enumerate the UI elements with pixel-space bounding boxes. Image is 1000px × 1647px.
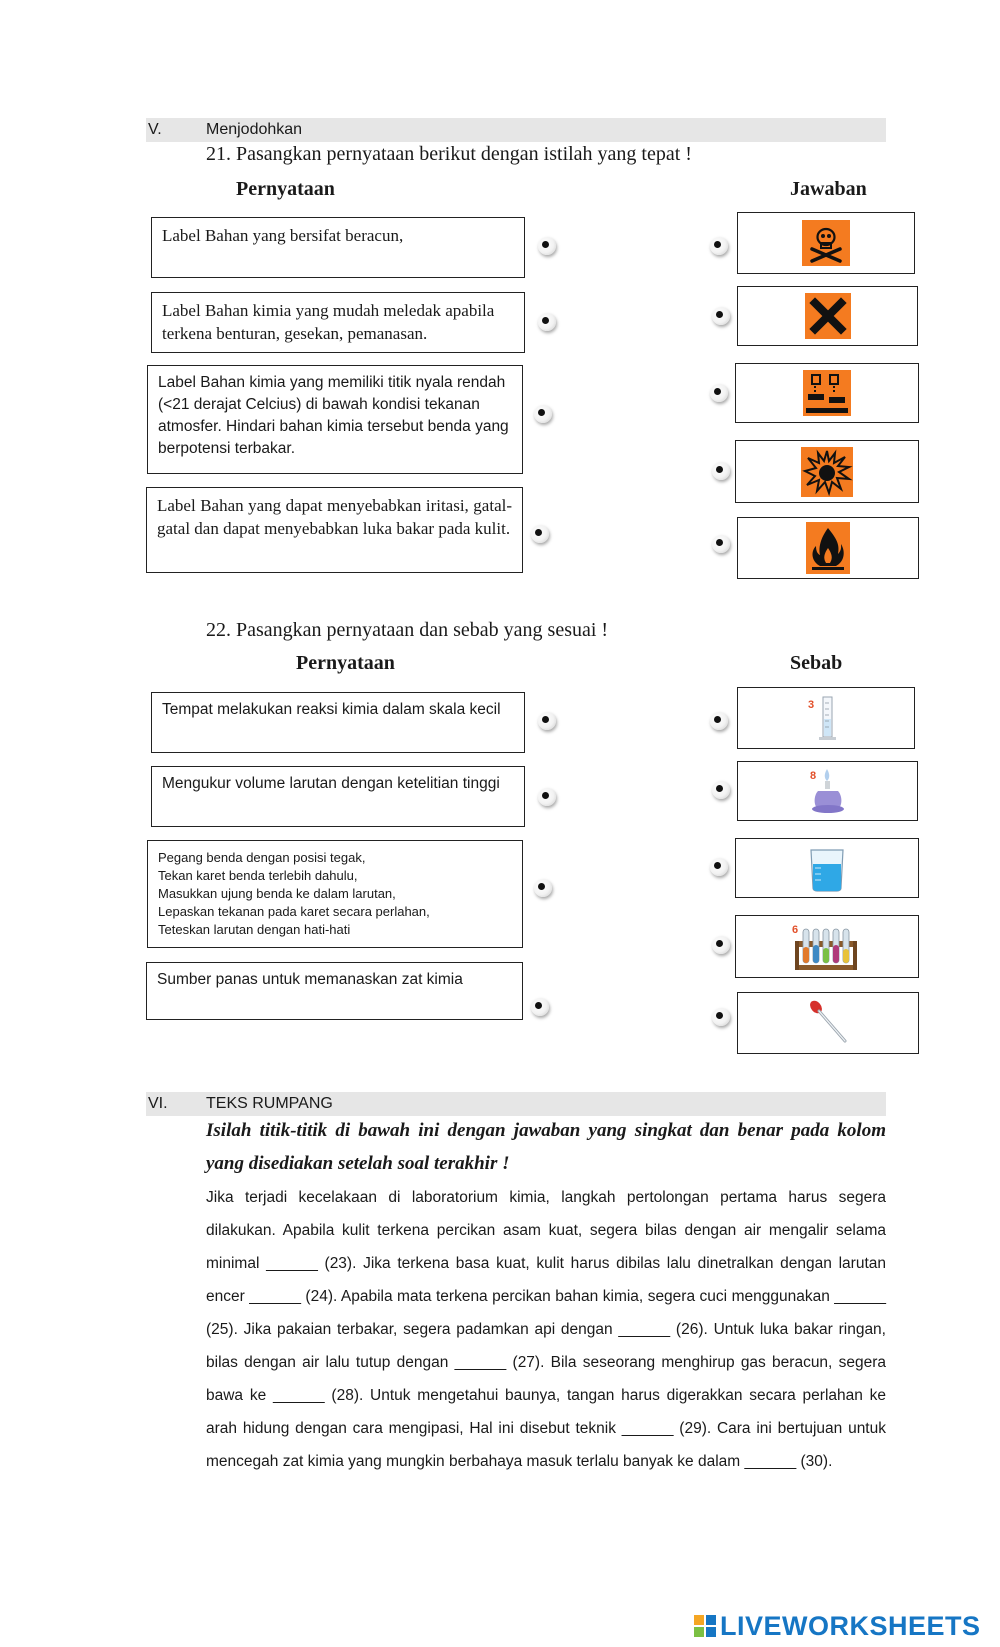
q21-answer-5-connector[interactable] — [712, 535, 730, 553]
q22-answer-3 — [735, 838, 919, 898]
q22-statement-4-connector[interactable] — [531, 998, 549, 1016]
section-6-instruction: Isilah titik-titik di bawah ini dengan jawaban yang singkat dan benar pada kolom yang disediakan setelah soal terakhir ! — [206, 1120, 886, 1174]
q22-statement-3-connector[interactable] — [534, 879, 552, 897]
q22-answer-4 — [735, 915, 919, 978]
section-6-header — [146, 1092, 886, 1116]
equipment-number-label: 3 — [808, 699, 815, 711]
q21-statement-3-connector[interactable] — [534, 405, 552, 423]
corrosive-symbol-icon — [803, 370, 851, 416]
equipment-number-label: 8 — [809, 770, 816, 782]
q21-answer-3 — [735, 363, 919, 423]
q21-statement-4-connector[interactable] — [531, 525, 549, 543]
logo-blocks-icon — [694, 1615, 716, 1637]
toxic-symbol-icon — [802, 220, 850, 266]
q21-answer-2 — [737, 286, 918, 346]
q21-answer-2-connector[interactable] — [712, 307, 730, 325]
section-5-header — [146, 118, 886, 142]
q22-answer-3-connector[interactable] — [710, 858, 728, 876]
q21-statement-2: Label Bahan kimia yang mudah meledak apabila terkena benturan, gesekan, pemanasan. — [151, 292, 525, 353]
beaker-icon — [805, 842, 849, 894]
q22-answer-5 — [737, 992, 919, 1054]
test-tube-rack-icon — [789, 921, 865, 973]
q21-answer-1 — [737, 212, 915, 274]
section-number: VI. — [148, 1095, 168, 1112]
q22-answer-4-connector[interactable] — [712, 936, 730, 954]
cloze-paragraph: Jika terjadi kecelakaan di laboratorium kimia, langkah pertolongan pertama harus segera dilakukan. Apabila kulit terkena percikan asam kuat, segera bilas dengan air mengalir selama minimal ______ (23). Jika terkena basa kuat, kulit harus dibilas lalu dinetralkan dengan larutan encer ______ (24). Apabila mata terkena percikan bahan kimia, segera cuci menggunakan ______ (25). Jika pakaian terbakar, segera padamkan api dengan ______ (26). Untuk luka bakar ringan, bilas dengan air lalu tutup dengan ______ (27). Bila seseorang menghirup gas beracun, segera bawa ke ______ (28). Untuk mengetahui baunya, tangan harus digerakkan secara perlahan ke arah hidung dengan cara mengipasi, Hal ini disebut teknik ______ (29). Cara ini bertujuan untuk mencegah zat kimia yang mungkin berbahaya masuk terlalu banyak ke dalam ______ (30). — [206, 1189, 886, 1470]
q21-statement-1-connector[interactable] — [538, 237, 556, 255]
q21-answer-4-connector[interactable] — [712, 462, 730, 480]
q21-statement-3: Label Bahan kimia yang memiliki titik nyala rendah (<21 derajat Celcius) di bawah kondisi tekanan atmosfer. Hindari bahan kimia tersebut benda yang berpotensi terbakar. — [147, 365, 523, 474]
q22-statement-2: Mengukur volume larutan dengan ketelitian tinggi — [151, 766, 525, 827]
q22-statement-1-connector[interactable] — [538, 712, 556, 730]
q21-statement-2-connector[interactable] — [538, 313, 556, 331]
q21-statement-header: Pernyataan — [236, 178, 335, 200]
q21-statement-1: Label Bahan yang bersifat beracun, — [151, 217, 525, 278]
liveworksheets-logo — [694, 1612, 981, 1640]
q22-statement-header: Pernyataan — [296, 652, 395, 674]
q22-answer-1 — [737, 687, 915, 749]
harmful-irritant-symbol-icon — [805, 293, 851, 339]
q21-answer-5 — [737, 517, 919, 579]
dropper-pipette-icon — [803, 997, 853, 1049]
q22-answer-2-connector[interactable] — [712, 781, 730, 799]
q22-statement-4: Sumber panas untuk memanaskan zat kimia — [146, 962, 523, 1020]
q22-answer-header: Sebab — [790, 652, 843, 674]
spirit-burner-icon — [806, 765, 850, 817]
question-22-prompt: 22. Pasangkan pernyataan dan sebab yang sesuai ! — [206, 619, 609, 641]
q22-answer-5-connector[interactable] — [712, 1008, 730, 1026]
section-title: Menjodohkan — [206, 121, 303, 138]
q21-answer-3-connector[interactable] — [710, 384, 728, 402]
q22-statement-2-connector[interactable] — [538, 788, 556, 806]
q21-answer-header: Jawaban — [790, 178, 867, 200]
question-21-prompt: 21. Pasangkan pernyataan berikut dengan istilah yang tepat ! — [206, 143, 692, 165]
brand-wordmark: LIVEWORKSHEETS — [720, 1610, 981, 1641]
section-number: V. — [148, 121, 162, 138]
q21-answer-1-connector[interactable] — [710, 237, 728, 255]
q22-statement-1: Tempat melakukan reaksi kimia dalam skala kecil — [151, 692, 525, 753]
explosive-symbol-icon — [801, 447, 853, 497]
section-title: TEKS RUMPANG — [206, 1095, 333, 1112]
q21-answer-4 — [735, 440, 919, 503]
flammable-symbol-icon — [806, 522, 850, 574]
q22-answer-2 — [737, 761, 918, 821]
q22-statement-3: Pegang benda dengan posisi tegak, Tekan karet benda terlebih dahulu, Masukkan ujung benda ke dalam larutan, Lepaskan tekanan pada karet secara perlahan, Teteskan larutan dengan hati-hati — [147, 840, 523, 948]
equipment-number-label: 6 — [792, 923, 799, 936]
q22-answer-1-connector[interactable] — [710, 712, 728, 730]
q21-statement-4: Label Bahan yang dapat menyebabkan iritasi, gatal-gatal dan dapat menyebabkan luka bakar pada kulit. — [146, 487, 523, 573]
graduated-cylinder-icon — [806, 691, 846, 745]
